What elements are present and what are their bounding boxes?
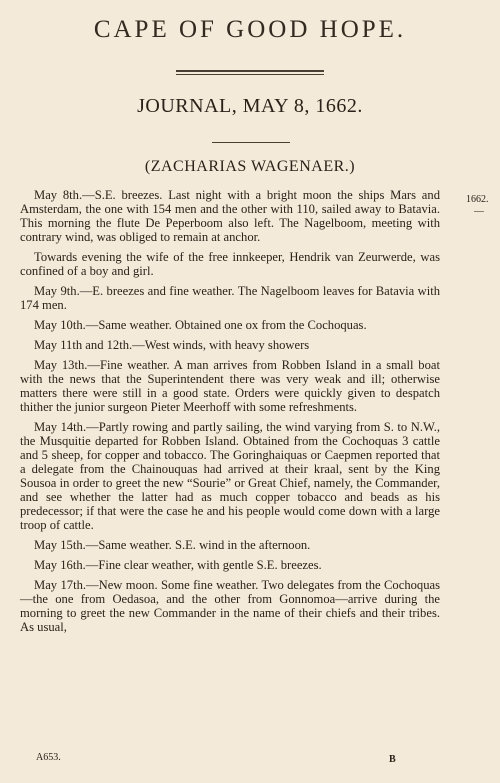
- journal-entry-may-16: May 16th.—Fine clear weather, with gentle S.E. breezes.: [34, 558, 322, 572]
- journal-entry-may-8-evening: Towards evening the wife of the free innkeeper, Hendrik van Zeurwerde, was confined of a boy and girl.: [20, 250, 440, 278]
- margin-year-note: 1662.: [466, 194, 489, 205]
- journal-body: [20, 188, 440, 640]
- journal-heading: JOURNAL, MAY 8, 1662.: [137, 95, 363, 117]
- journal-entry-may-14: May 14th.—Partly rowing and partly sailing, the wind varying from S. to N.W., the Musquitie departed for Robben Island. Obtained from the Cochoquas 3 cattle and 5 sheep, for copper and tobacco. The Goringhaiquas or Caepmen reported that a delegate from the Chainouquas had arrived at their kraal, sent by the King Sousoa in order to greet the new “Sourie” or Great Chief, namely, the Commander, and see whether the latter had as much copper tobacco and beads as his predecessor; if that were the case he and his people would come down with a large troop of cattle.: [20, 420, 440, 532]
- journal-entry-may-17: May 17th.—New moon. Some fine weather. Two delegates from the Cochoquas—the one from Oedasoa, and the other from Gonnomoa—arrive during the morning to greet the new Commander in the name of their chiefs and their tribes. As usual,: [20, 578, 440, 634]
- margin-dash-note: —: [474, 206, 484, 217]
- journal-entry-may-9: May 9th.—E. breezes and fine weather. The Nagelboom leaves for Batavia with 174 men.: [20, 284, 440, 312]
- journal-entry-may-11-12: May 11th and 12th.—West winds, with heavy showers: [34, 338, 310, 352]
- journal-entry-may-13: May 13th.—Fine weather. A man arrives from Robben Island in a small boat with the news that the Superintendent there was very weak and ill; otherwise matters there were still in a good state. Orders were quickly given to despatch thither the junior surgeon Pieter Meerhoff with some refreshments.: [20, 358, 440, 414]
- journal-rule: [212, 142, 290, 143]
- page-title: CAPE OF GOOD HOPE.: [93, 16, 407, 43]
- journal-entry-may-15: May 15th.—Same weather. S.E. wind in the afternoon.: [34, 538, 311, 552]
- title-rule: [176, 70, 324, 72]
- title-rule-thin: [176, 74, 324, 75]
- journal-entry-may-8: May 8th.—S.E. breezes. Last night with a bright moon the ships Mars and Amsterdam, the one with 154 men and the other with 110, sailed away to Batavia. This morning the flute De Peperboom also left. The Nagelboom, meeting with contrary wind, was obliged to remain at anchor.: [20, 188, 440, 244]
- gathering-mark: B: [389, 754, 396, 765]
- author-heading: (ZACHARIAS WAGENAER.): [144, 158, 356, 175]
- signature-mark: A653.: [36, 752, 61, 763]
- journal-entry-may-10: May 10th.—Same weather. Obtained one ox from the Cochoquas.: [34, 318, 367, 332]
